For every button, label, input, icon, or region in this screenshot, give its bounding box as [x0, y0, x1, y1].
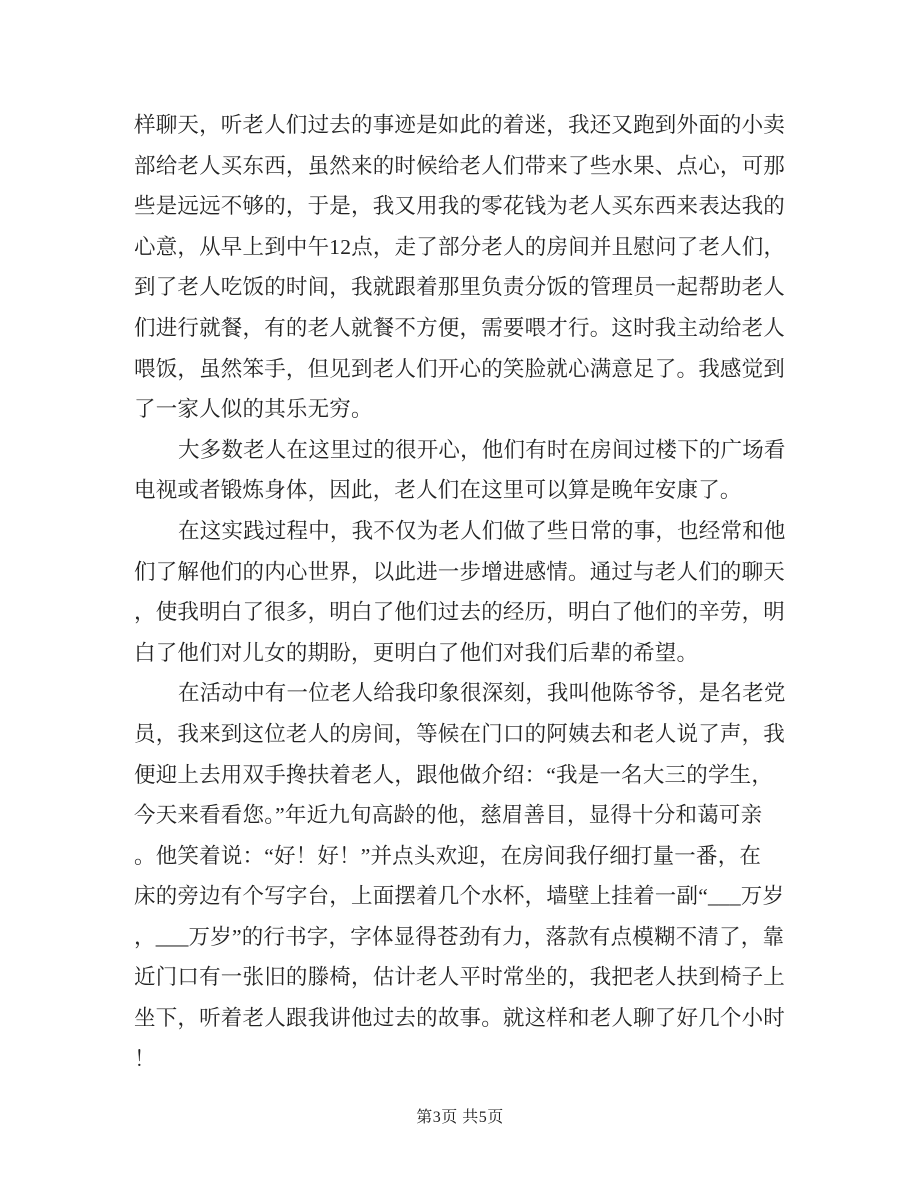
text-line: 今天来看看您。”年近九旬高龄的他，慈眉善目，显得十分和蔼可亲	[134, 803, 763, 828]
text-line: 在活动中有一位老人给我印象很深刻，我叫他陈爷爷，是名老党	[178, 681, 786, 706]
text-line: 喂饭，虽然笨手，但见到老人们开心的笑脸就心满意足了。我感觉到	[134, 356, 786, 381]
text-line: 。他笑着说：“好！好！”并点头欢迎，在房间我仔细打量一番，在	[134, 843, 762, 868]
page-footer	[0, 1106, 920, 1130]
text-line: 了一家人似的其乐无穷。	[134, 397, 373, 422]
text-line: 便迎上去用双手搀扶着老人，跟他做介绍：“我是一名大三的学生，	[134, 762, 774, 787]
text-line: ！	[134, 1046, 156, 1071]
text-line: 部给老人买东西，虽然来的时候给老人们带来了些水果、点心，可那	[134, 153, 786, 178]
text-line: 些是远远不够的，于是，我又用我的零花钱为老人买东西来表达我的	[134, 194, 786, 219]
text-line: 到了老人吃饭的时间，我就跟着那里负责分饭的管理员一起帮助老人	[134, 275, 786, 300]
text-line: 床的旁边有个写字台，上面摆着几个水杯，墙壁上挂着一副“___万岁	[134, 884, 785, 909]
text-line: 大多数老人在这里过的很开心，他们有时在房间过楼下的广场看	[178, 437, 786, 462]
text-line: 们了解他们的内心世界，以此进一步增进感情。通过与老人们的聊天	[134, 559, 786, 584]
text-line: 电视或者锻炼身体，因此，老人们在这里可以算是晚年安康了。	[134, 478, 742, 503]
text-line: 白了他们对儿女的期盼，更明白了他们对我们后辈的希望。	[134, 640, 699, 665]
text-line: ，___万岁”的行书字，字体显得苍劲有力，落款有点模糊不清了，靠	[134, 924, 785, 949]
document-body	[134, 105, 796, 1079]
text-line: 们进行就餐，有的老人就餐不方便，需要喂才行。这时我主动给老人	[134, 315, 786, 340]
text-line: ，使我明白了很多，明白了他们过去的经历，明白了他们的辛劳，明	[134, 600, 786, 625]
text-line: 员，我来到这位老人的房间，等候在门口的阿姨去和老人说了声，我	[134, 721, 786, 746]
text-line: 样聊天，听老人们过去的事迹是如此的着迷，我还又跑到外面的小卖	[134, 113, 786, 137]
page-number: 第3页 共5页	[416, 1109, 504, 1126]
text-line: 在这实践过程中，我不仅为老人们做了些日常的事，也经常和他	[178, 518, 786, 543]
text-line: 近门口有一张旧的滕椅，估计老人平时常坐的，我把老人扶到椅子上	[134, 965, 786, 990]
text-line: 坐下，听着老人跟我讲他过去的故事。就这样和老人聊了好几个小时	[134, 1006, 786, 1031]
text-line: 心意，从早上到中午12点，走了部分老人的房间并且慰问了老人们，	[134, 234, 786, 259]
